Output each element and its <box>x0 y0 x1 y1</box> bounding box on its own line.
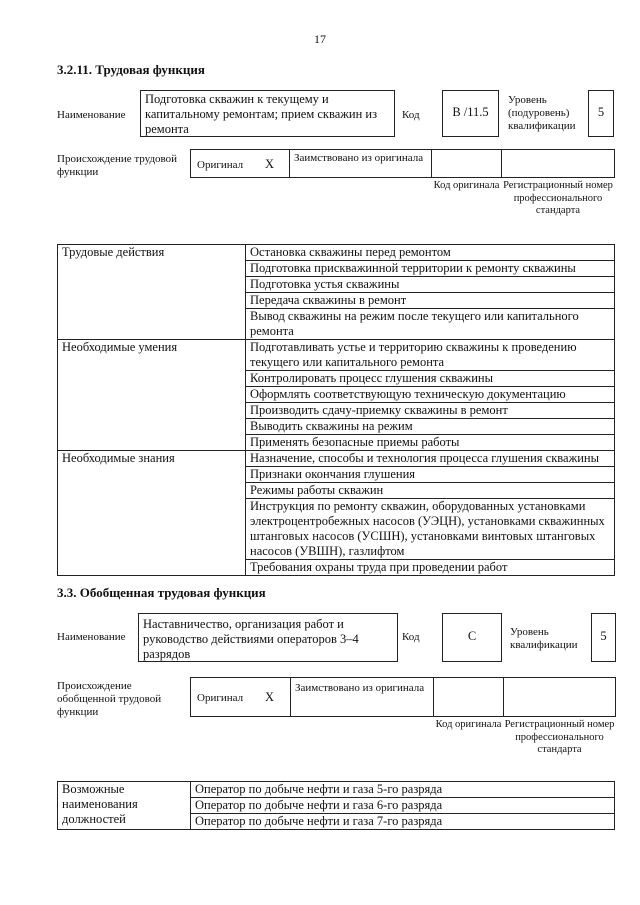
code-value: C <box>442 613 502 662</box>
borrowed-cell: Заимствовано из оригинала <box>290 677 434 717</box>
table-row: Производить сдачу-приемку скважины в ремонт <box>246 403 615 419</box>
skills-label: Необходимые умения <box>58 340 246 451</box>
positions-label: Возможные наименования должностей <box>58 782 191 830</box>
origin-label: Происхождение обобщенной трудовой функции <box>57 680 162 718</box>
code-label: Код <box>402 631 420 643</box>
original-mark: X <box>265 157 275 171</box>
table-row: Требования охраны труда при проведении работ <box>246 560 615 576</box>
origin-label: Происхождение трудовой функции <box>57 153 178 178</box>
table-row: Передача скважины в ремонт <box>246 293 615 309</box>
section-heading: 3.2.11. Трудовая функция <box>57 62 205 77</box>
table-row: Применять безопасные приемы работы <box>246 435 615 451</box>
level-label: Уровень (подуровень) квалификации <box>508 94 576 132</box>
level-value: 5 <box>588 90 614 137</box>
table-row: Подготовка устья скважины <box>246 277 615 293</box>
code-original-cell <box>433 677 504 717</box>
code-original-cell <box>431 149 502 178</box>
code-value: B /11.5 <box>442 90 499 137</box>
level-label: Уровень квалификации <box>510 626 578 651</box>
table-row: Контролировать процесс глушения скважины <box>246 371 615 387</box>
table-row: Оператор по добыче нефти и газа 6-го разряда <box>191 798 615 814</box>
name-value: Подготовка скважин к текущему и капитальному ремонтам; прием скважин из ремонта <box>140 90 395 137</box>
table-row: Инструкция по ремонту скважин, оборудованных установками электроцентробежных насосов (УЭЦН), установками скважинных штанговых насосов (УСШН), установками винтовых штанговых насосов (УВШН), газлифтом <box>246 499 615 560</box>
name-label: Наименование <box>57 631 126 643</box>
original-cell <box>190 677 291 717</box>
section-heading: 3.3. Обобщенная трудовая функция <box>57 585 266 600</box>
name-value: Наставничество, организация работ и руководство действиями операторов 3–4 разрядов <box>138 613 398 662</box>
knowledge-label: Необходимые знания <box>58 451 246 576</box>
table-row: Назначение, способы и технология процесса глушения скважины <box>246 451 615 467</box>
table-row: Выводить скважины на режим <box>246 419 615 435</box>
original-label: Оригинал <box>197 692 244 704</box>
table-row: Оператор по добыче нефти и газа 5-го разряда <box>191 782 615 798</box>
borrowed-cell: Заимствовано из оригинала <box>289 149 432 178</box>
table-row: Вывод скважины на режим после текущего или капитального ремонта <box>246 309 615 340</box>
table-row: Остановка скважины перед ремонтом <box>246 245 615 261</box>
code-label: Код <box>402 109 420 121</box>
table-row: Оформлять соответствующую техническую документацию <box>246 387 615 403</box>
table-row: Режимы работы скважин <box>246 483 615 499</box>
page-number: 17 <box>314 32 326 46</box>
actions-label: Трудовые действия <box>58 245 246 340</box>
code-original-label: Код оригинала <box>433 180 500 191</box>
function-table <box>57 244 615 576</box>
original-mark: X <box>265 690 275 704</box>
reg-number-cell <box>503 677 616 717</box>
code-original-label: Код оригинала <box>435 719 502 730</box>
reg-number-label: Регистрационный номер профессионального стандарта <box>503 180 613 216</box>
original-cell <box>190 149 290 178</box>
reg-number-cell <box>501 149 615 178</box>
table-row: Признаки окончания глушения <box>246 467 615 483</box>
table-row: Оператор по добыче нефти и газа 7-го разряда <box>191 814 615 830</box>
table-row: Подготовка прискважинной территории к ремонту скважины <box>246 261 615 277</box>
table-row: Подготавливать устье и территорию скважины к проведению текущего или капитального ремонта <box>246 340 615 371</box>
name-label: Наименование <box>57 109 126 121</box>
level-value: 5 <box>591 613 616 662</box>
original-label: Оригинал <box>197 159 244 171</box>
positions-table <box>57 781 615 830</box>
reg-number-label: Регистрационный номер профессионального стандарта <box>504 719 615 755</box>
